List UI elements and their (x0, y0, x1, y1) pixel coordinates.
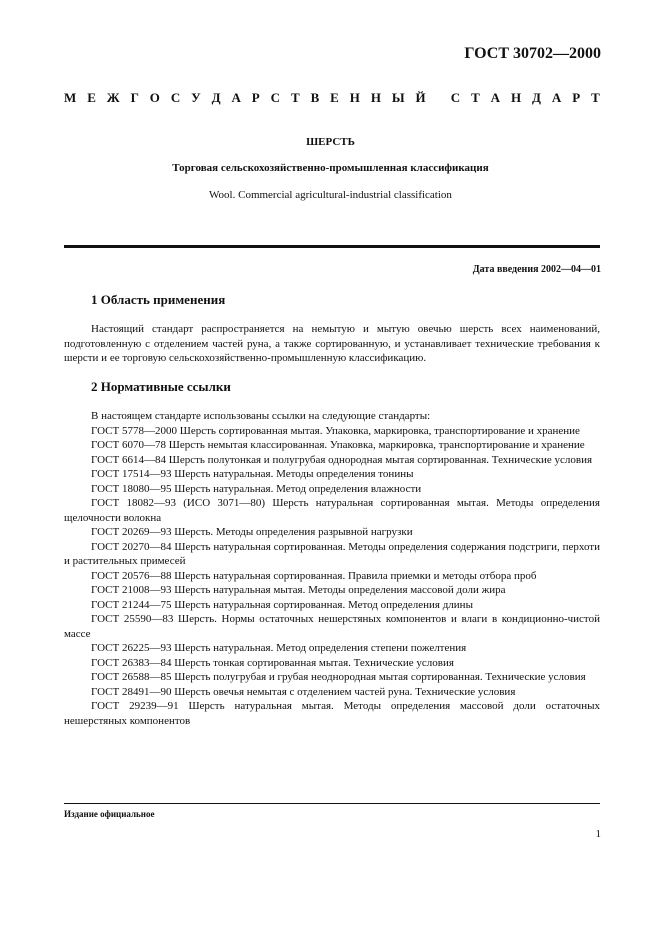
reference-item: ГОСТ 17514—93 Шерсть натуральная. Методы определения тонины (91, 468, 414, 480)
section-1-paragraph: Настоящий стандарт распространяется на немытую и мытую овечью шерсть всех наименований, подготовленную с отделением частей руна, а также сортированную, и устанавливает технические требования к шерсти и ее торговую сельскохозяйственно-промышленную классификацию. (64, 323, 600, 364)
heading-letter: Т (290, 90, 300, 105)
page-number: 1 (595, 828, 601, 840)
heading-letter: Н (370, 90, 381, 105)
standard-number: ГОСТ 30702—2000 (464, 45, 601, 62)
english-title: Wool. Commercial agricultural-industrial classification (209, 189, 452, 201)
official-edition-label: Издание официальное (64, 809, 155, 819)
document-subtitle: Торговая сельскохозяйственно-промышленная классификация (172, 162, 489, 174)
heading-letter: Т (591, 90, 600, 105)
standard-type-heading (64, 90, 600, 106)
section-1-heading: 1 Область применения (91, 292, 226, 307)
reference-item: ГОСТ 21244—75 Шерсть натуральная сортированная. Метод определения длины (91, 598, 473, 611)
heading-letter: Н (349, 90, 360, 105)
references-list (64, 409, 600, 728)
heading-letter: Ы (391, 90, 405, 105)
reference-item: ГОСТ 29239—91 Шерсть натуральная мытая. Методы определения массовой доли остаточных нешерстяных компонентов (64, 700, 600, 727)
heading-letter: А (490, 90, 501, 105)
reference-item: ГОСТ 18082—93 (ИСО 3071—80) Шерсть натуральная сортированная мытая. Методы определения щелочности волокна (64, 497, 600, 524)
heading-letter: С (270, 90, 281, 105)
reference-item: ГОСТ 28491—90 Шерсть овечья немытая с отделением частей руна. Технические условия (91, 685, 516, 698)
heading-letter: О (149, 90, 160, 105)
reference-item: ГОСТ 26383—84 Шерсть тонкая сортированная мытая. Технические условия (91, 656, 454, 669)
references-intro: В настоящем стандарте использованы ссылки на следующие стандарты: (91, 410, 431, 422)
reference-item: ГОСТ 20270—84 Шерсть натуральная сортированная. Методы определения содержания подстриги, перхоти и растительных примесей (64, 540, 600, 567)
header-divider (64, 245, 600, 248)
heading-letter: С (170, 90, 181, 105)
reference-item: ГОСТ 21008—93 Шерсть натуральная мытая. Методы определения массовой доли жира (91, 584, 506, 596)
heading-letter: Д (532, 90, 541, 105)
heading-letter: Е (330, 90, 339, 105)
heading-letter: М (64, 90, 77, 105)
heading-letter: В (310, 90, 320, 105)
heading-space (437, 90, 440, 106)
heading-letter: С (450, 90, 461, 105)
heading-letter: Р (572, 90, 581, 105)
reference-item: ГОСТ 25590—83 Шерсть. Нормы остаточных нешерстяных компонентов и влаги в кондиционно-чистой массе (64, 613, 600, 640)
heading-letter: Р (251, 90, 260, 105)
heading-letter: Т (471, 90, 480, 105)
footer-divider (64, 803, 600, 804)
reference-item: ГОСТ 26588—85 Шерсть полугрубая и грубая неоднородная мытая сортированная. Технические условия (91, 671, 586, 683)
heading-letter: У (191, 90, 201, 105)
reference-item: ГОСТ 6070—78 Шерсть немытая классированная. Упаковка, маркировка, транспортирование и хранение (91, 439, 585, 451)
document-title: ШЕРСТЬ (306, 136, 355, 148)
reference-item: ГОСТ 18080—95 Шерсть натуральная. Метод определения влажности (91, 482, 422, 495)
reference-item: ГОСТ 20269—93 Шерсть. Методы определения разрывной нагрузки (91, 526, 413, 538)
heading-letter: Е (87, 90, 96, 105)
heading-letter: Ж (106, 90, 120, 105)
reference-item: ГОСТ 20576—88 Шерсть натуральная сортированная. Правила приемки и методы отбора проб (91, 569, 537, 582)
heading-letter: А (231, 90, 241, 105)
intro-date: Дата введения 2002—04—01 (472, 264, 601, 275)
heading-letter: Г (130, 90, 139, 105)
heading-letter: Н (510, 90, 522, 105)
reference-item: ГОСТ 26225—93 Шерсть натуральная. Метод определения степени пожелтения (91, 642, 467, 654)
reference-item: ГОСТ 5778—2000 Шерсть сортированная мытая. Упаковка, маркировка, транспортирование и хранение (91, 424, 580, 437)
heading-letter: А (551, 90, 562, 105)
reference-item: ГОСТ 6614—84 Шерсть полутонкая и полугрубая однородная мытая сортированная. Технические условия (91, 453, 593, 466)
heading-letter: Д (211, 90, 221, 105)
heading-letter: Й (415, 90, 426, 105)
section-1-body (64, 322, 600, 366)
section-2-heading: 2 Нормативные ссылки (91, 379, 231, 394)
